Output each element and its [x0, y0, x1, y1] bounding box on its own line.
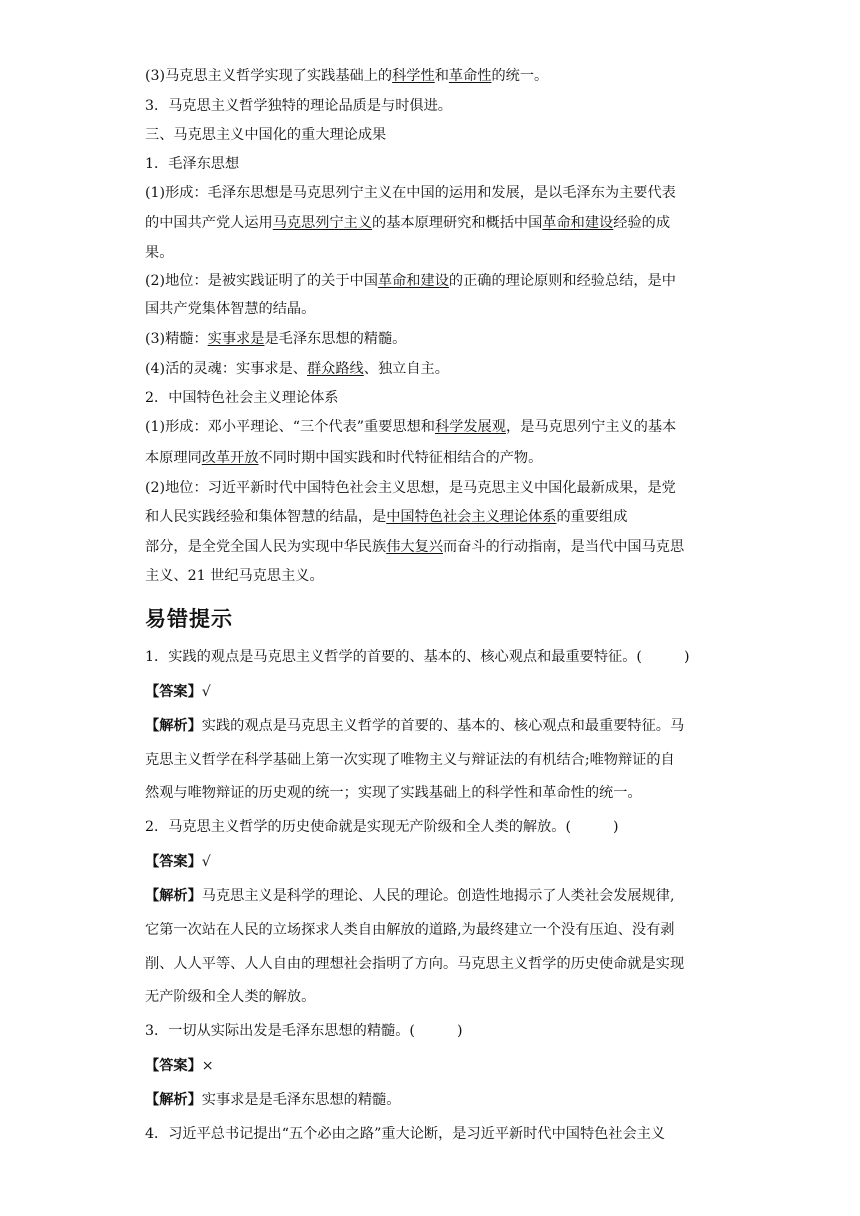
- question-line: 4．习近平总书记提出“五个必由之路”重大论断，是习近平新时代中国特色社会主义: [145, 1126, 666, 1142]
- question-text: 3．一切从实际出发是毛泽东思想的精髓。(: [145, 1023, 415, 1039]
- explanation-tag: 【解析】: [145, 718, 202, 734]
- text: 和人民实践经验和集体智慧的结晶，是: [145, 509, 387, 525]
- text-line: [145, 359, 720, 379]
- text: (4)活的灵魂：实事求是、: [145, 361, 307, 377]
- text: 马克思主义是科学的理论、人民的理论。创造性地揭示了人类社会发展规律,: [201, 888, 675, 904]
- text: 不同时期中国实践和时代特征相结合的产物。: [258, 450, 543, 466]
- text-line: [145, 448, 720, 468]
- explanation-line: [145, 716, 720, 736]
- text-line: [145, 537, 720, 557]
- text: 的正确的理论原则和经验总结，是中: [448, 273, 676, 289]
- text-line: [145, 507, 720, 527]
- answer-line: [145, 682, 720, 702]
- explanation-line: 它第一次站在人民的立场探求人类自由解放的道路,为最终建立一个没有压迫、没有剥: [145, 922, 675, 938]
- question-line: [145, 647, 720, 667]
- text-line: [145, 213, 720, 233]
- answer-value: ×: [201, 1058, 214, 1074]
- text: ，是马克思列宁主义的基本: [505, 419, 677, 435]
- explanation-line: 无产阶级和全人类的解放。: [145, 989, 316, 1005]
- text: 和: [434, 68, 449, 84]
- text: 的中国共产党人运用: [145, 215, 273, 231]
- underlined-term: 革命和建设: [377, 273, 449, 289]
- text: (3)马克思主义哲学实现了实践基础上的: [145, 68, 393, 84]
- text-line: [145, 329, 720, 349]
- text: 的统一。: [491, 68, 549, 84]
- text-line: [145, 417, 720, 437]
- explanation-tag: 【解析】: [145, 1092, 202, 1108]
- text: (1)形成：邓小平理论、“三个代表”重要思想和: [145, 419, 435, 435]
- text: 而奋斗的行动指南，是当代中国马克思: [442, 539, 685, 555]
- section-title: 易错提示: [145, 607, 233, 631]
- text: ): [613, 819, 619, 835]
- question-line: [145, 817, 720, 837]
- explanation-tag: 【解析】: [145, 888, 202, 904]
- underlined-term: 革命性: [448, 68, 492, 84]
- underlined-term: 中国特色社会主义理论体系: [386, 509, 557, 525]
- text: ): [456, 1023, 463, 1039]
- text: 实践的观点是马克思主义哲学的首要的、基本的、核心观点和最重要特征。马: [201, 718, 685, 734]
- text: 实事求是是毛泽东思想的精髓。: [201, 1092, 401, 1108]
- answer-value: √: [201, 854, 211, 870]
- subsection-heading: 1．毛泽东思想: [145, 156, 240, 172]
- text-line: 国共产党集体智慧的结晶。: [145, 301, 316, 317]
- answer-tag: 【答案】: [145, 1058, 202, 1074]
- explanation-line: 然观与唯物辩证的历史观的统一；实现了实践基础上的科学性和革命性的统一。: [145, 785, 642, 801]
- answer-tag: 【答案】: [145, 684, 202, 700]
- text: 本原理同: [145, 450, 202, 466]
- answer-tag: 【答案】: [145, 854, 202, 870]
- section-heading: 三、马克思主义中国化的重大理论成果: [145, 127, 387, 143]
- subsection-heading: 2．中国特色社会主义理论体系: [145, 390, 339, 406]
- question-text: 1．实践的观点是马克思主义哲学的首要的、基本的、核心观点和最重要特征。(: [145, 649, 642, 665]
- text-line: 主义、21 世纪马克思主义。: [145, 568, 324, 584]
- underlined-term: 实事求是: [207, 331, 265, 347]
- text: (3)精髓：: [145, 331, 208, 347]
- text: 经验的成: [613, 215, 671, 231]
- text-line: [145, 271, 720, 291]
- text-line: 果。: [145, 245, 174, 261]
- underlined-term: 马克思列宁主义: [272, 215, 373, 231]
- explanation-line: 克思主义哲学在科学基础上第一次实现了唯物主义与辩证法的有机结合;唯物辩证的自: [145, 752, 675, 768]
- underlined-term: 改革开放: [201, 450, 259, 466]
- underlined-term: 伟大复兴: [386, 539, 443, 555]
- underlined-term: 科学发展观: [434, 419, 506, 435]
- text-line: [145, 66, 720, 86]
- question-text: 2．马克思主义哲学的历史使命就是实现无产阶级和全人类的解放。(: [145, 819, 572, 835]
- underlined-term: 群众路线: [306, 361, 364, 377]
- text-line: (2)地位：习近平新时代中国特色社会主义思想，是马克思主义中国化最新成果，是党: [145, 480, 676, 496]
- answer-line: [145, 852, 720, 872]
- answer-value: √: [201, 684, 211, 700]
- text: 部分，是全党全国人民为实现中华民族: [145, 539, 387, 555]
- question-line: [145, 1021, 720, 1041]
- underlined-term: 革命和建设: [542, 215, 614, 231]
- explanation-line: [145, 1090, 720, 1110]
- text: (2)地位：是被实践证明了的关于中国: [145, 273, 378, 289]
- text-line: (1)形成：毛泽东思想是马克思列宁主义在中国的运用和发展，是以毛泽东为主要代表: [145, 185, 676, 201]
- explanation-line: [145, 886, 720, 906]
- text: 的基本原理研究和概括中国: [372, 215, 543, 231]
- underlined-term: 科学性: [392, 68, 435, 84]
- text: ): [683, 649, 690, 665]
- text: 的重要组成: [556, 509, 628, 525]
- text: 、独立自主。: [363, 361, 449, 377]
- text-line: 3．马克思主义哲学独特的理论品质是与时俱进。: [145, 98, 452, 114]
- text: 是毛泽东思想的精髓。: [264, 331, 407, 347]
- explanation-line: 削、人人平等、人人自由的理想社会指明了方向。马克思主义哲学的历史使命就是实现: [145, 956, 685, 972]
- answer-line: [145, 1056, 720, 1076]
